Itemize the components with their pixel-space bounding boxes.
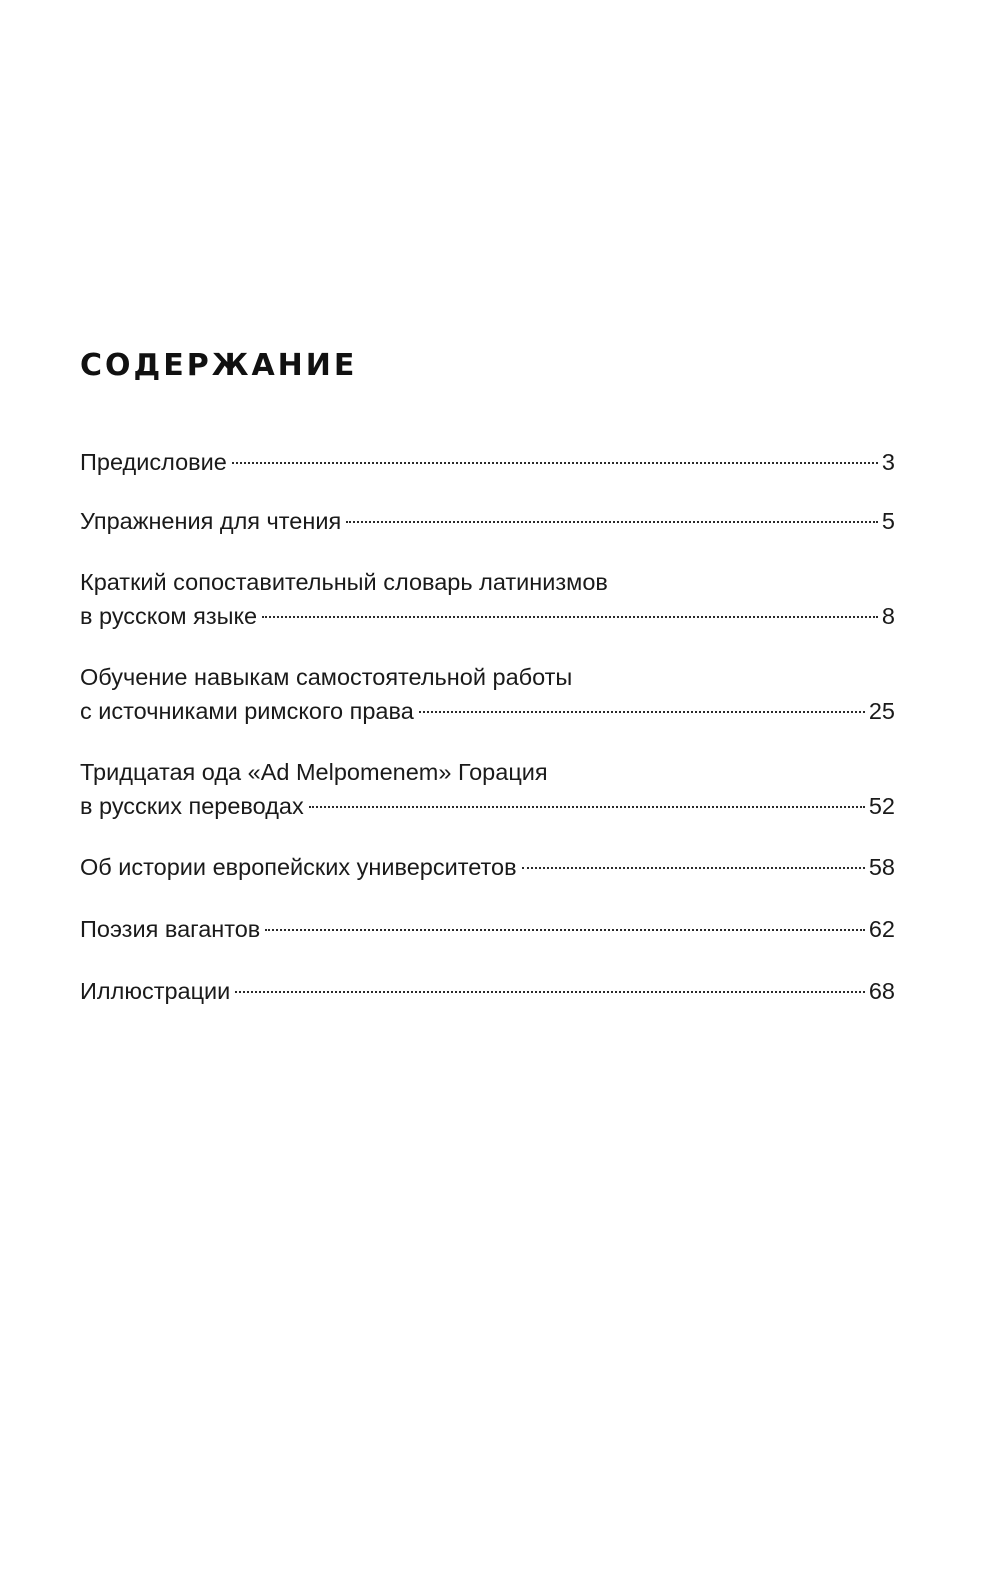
toc-page-number: 8 — [881, 603, 895, 629]
toc-entry-line — [80, 445, 895, 479]
toc-entry — [80, 660, 895, 728]
toc-entry-title: с источниками римского права — [80, 698, 414, 724]
toc-entry — [80, 974, 895, 1008]
toc-entry — [80, 850, 895, 884]
toc-entry-line — [80, 850, 895, 884]
toc-entry — [80, 755, 895, 823]
toc-page-number: 58 — [868, 854, 895, 880]
dot-leader — [346, 521, 878, 523]
toc-entry-title-first-line: Краткий сопоставительный словарь латинизмов — [80, 569, 608, 595]
toc-entry — [80, 445, 895, 479]
toc-page-number: 52 — [868, 793, 895, 819]
table-of-contents — [80, 445, 895, 1008]
dot-leader — [262, 616, 878, 618]
dot-leader — [419, 711, 865, 713]
toc-entry-title-first-line: Тридцатая ода «Ad Melpomenem» Горация — [80, 759, 548, 785]
toc-entry-title-first-line: Обучение навыкам самостоятельной работы — [80, 664, 573, 690]
toc-entry — [80, 565, 895, 633]
dot-leader — [309, 806, 865, 808]
toc-entry-line — [80, 974, 895, 1008]
toc-entry-title: в русском языке — [80, 603, 258, 629]
toc-entry-title: Упражнения для чтения — [80, 508, 342, 534]
toc-entry-line — [80, 694, 895, 728]
page-title: СОДЕРЖАНИЕ — [80, 348, 358, 383]
toc-page-number: 68 — [868, 978, 895, 1004]
toc-entry — [80, 912, 895, 946]
toc-entry-title: Поэзия вагантов — [80, 916, 261, 942]
toc-entry-title: Об истории европейских университетов — [80, 854, 517, 880]
dot-leader — [232, 462, 878, 464]
toc-entry — [80, 504, 895, 538]
toc-page-number: 25 — [868, 698, 895, 724]
toc-page-number: 5 — [881, 508, 895, 534]
toc-page-number: 62 — [868, 916, 895, 942]
toc-page-number: 3 — [881, 449, 895, 475]
dot-leader — [522, 867, 865, 869]
toc-entry-title: Иллюстрации — [80, 978, 231, 1004]
toc-entry-line — [80, 599, 895, 633]
dot-leader — [235, 991, 865, 993]
toc-entry-title: в русских переводах — [80, 793, 304, 819]
toc-entry-line — [80, 912, 895, 946]
dot-leader — [265, 929, 865, 931]
toc-entry-line — [80, 504, 895, 538]
toc-entry-line — [80, 789, 895, 823]
toc-entry-title: Предисловие — [80, 449, 227, 475]
